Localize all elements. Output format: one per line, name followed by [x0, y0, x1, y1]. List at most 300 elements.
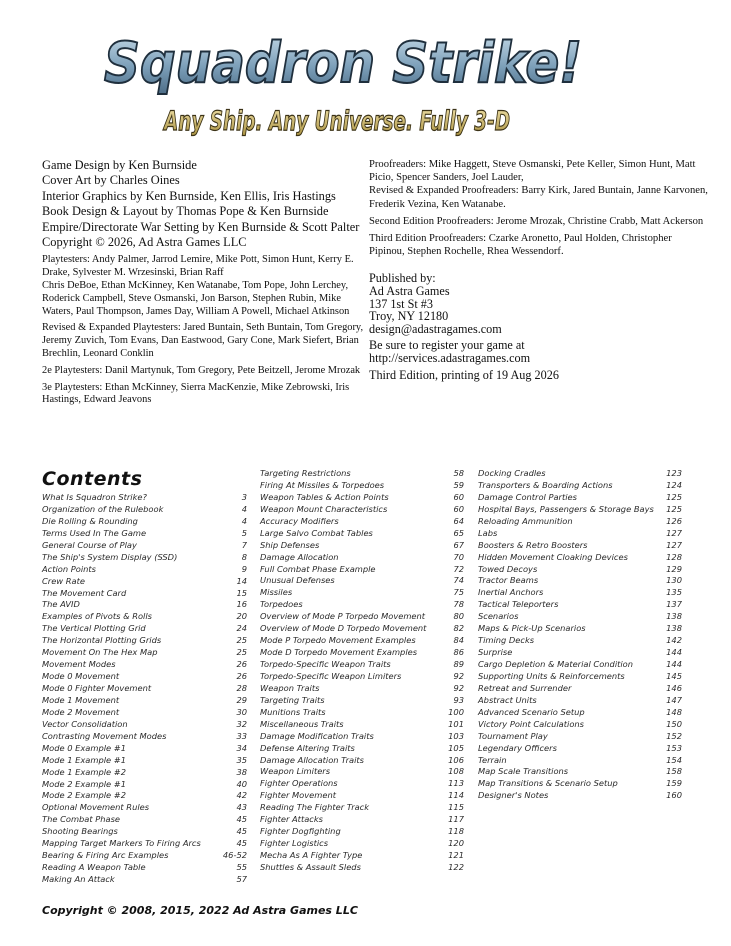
toc-entry[interactable] [260, 564, 464, 576]
toc-entry[interactable] [42, 719, 247, 731]
third-edition-playtesters: 3e Playtesters: Ethan McKinney, Sierra MacKenzie, Mike Zebrowski, Iris Hastings, Edward Jeavons [42, 381, 350, 406]
toc-entry-title: Tournament Play [478, 730, 548, 741]
toc-entry-title: Reloading Ammunition [478, 515, 573, 526]
toc-entry-page: 4 [241, 503, 247, 514]
toc-entry[interactable] [42, 838, 247, 850]
toc-entry-page: 45 [236, 838, 247, 849]
toc-entry[interactable] [42, 564, 247, 576]
toc-entry[interactable] [478, 778, 682, 790]
toc-entry-title: Munitions Traits [260, 706, 326, 717]
toc-entry-title: Damage Control Parties [478, 491, 577, 502]
toc-entry[interactable] [42, 504, 247, 516]
toc-entry[interactable] [478, 790, 682, 802]
toc-entry[interactable] [42, 528, 247, 540]
toc-entry[interactable] [42, 862, 247, 874]
toc-entry-page: 86 [453, 647, 464, 658]
toc-entry[interactable] [42, 755, 247, 767]
toc-entry-title: Full Combat Phase Example [260, 563, 376, 574]
toc-entry[interactable] [260, 635, 464, 647]
credit-line: Game Design by Ken Burnside [42, 158, 197, 172]
toc-entry[interactable] [260, 516, 464, 528]
toc-entry-title: Labs [478, 527, 498, 538]
toc-entry-page: 7 [241, 539, 247, 550]
toc-entry-title: Shooting Bearings [42, 826, 118, 837]
toc-entry-page: 82 [453, 623, 464, 634]
toc-entry[interactable] [478, 492, 682, 504]
toc-entry-title: Fighter Operations [260, 778, 338, 789]
toc-entry-page: 144 [666, 647, 682, 658]
logo-tagline: Any Ship. Any Universe. Fully 3-D [162, 106, 510, 137]
toc-entry-page: 84 [453, 635, 464, 646]
toc-entry-page: 67 [453, 539, 464, 550]
logo-title: Squadron Strike! [104, 31, 582, 96]
toc-entry-title: Terms Used In The Game [42, 527, 147, 538]
toc-entry-page: 70 [453, 551, 464, 562]
toc-entry[interactable] [260, 814, 464, 826]
toc-entry-page: 45 [236, 814, 247, 825]
toc-entry-title: Hidden Movement Cloaking Devices [478, 551, 628, 562]
toc-entry[interactable] [260, 778, 464, 790]
toc-entry[interactable] [478, 731, 682, 743]
toc-entry-page: 115 [448, 802, 464, 813]
toc-entry-title: Map Scale Transitions [478, 766, 569, 777]
toc-entry[interactable] [478, 552, 682, 564]
toc-entry-title: Ship Defenses [260, 539, 320, 550]
toc-entry[interactable] [42, 516, 247, 528]
toc-entry-page: 26 [236, 671, 247, 682]
toc-entry-page: 4 [241, 515, 247, 526]
toc-entry-title: Transporters & Boarding Actions [478, 479, 613, 490]
toc-entry-page: 120 [448, 838, 464, 849]
toc-entry-title: Reading The Fighter Track [260, 802, 370, 813]
toc-entry-page: 160 [666, 790, 682, 801]
contents-column-3 [478, 468, 682, 802]
toc-entry-page: 64 [453, 515, 464, 526]
toc-entry[interactable] [42, 731, 247, 743]
toc-entry-title: Mode 0 Fighter Movement [42, 683, 152, 693]
toc-entry[interactable] [260, 826, 464, 838]
toc-entry[interactable] [42, 647, 247, 659]
toc-entry[interactable] [260, 850, 464, 862]
toc-entry-title: Damage Allocation [260, 551, 339, 562]
toc-entry[interactable] [478, 504, 682, 516]
toc-entry[interactable] [42, 779, 247, 791]
credits-right [369, 158, 709, 381]
toc-entry[interactable] [42, 671, 247, 683]
toc-entry[interactable] [478, 564, 682, 576]
toc-entry-page: 74 [453, 575, 464, 586]
credit-line: Book Design & Layout by Thomas Pope & Ken Burnside [42, 204, 329, 219]
toc-entry[interactable] [260, 492, 464, 504]
toc-entry-title: Action Points [42, 563, 96, 574]
toc-entry-title: Unusual Defenses [260, 575, 335, 586]
toc-entry-title: Mode 1 Example #1 [42, 754, 127, 765]
toc-entry-page: 15 [236, 587, 247, 598]
toc-entry[interactable] [478, 659, 682, 671]
toc-entry-page: 5 [241, 527, 247, 538]
toc-entry[interactable] [478, 587, 682, 599]
toc-entry-title: Crew Rate [42, 575, 85, 586]
toc-entry-title: Docking Cradles [478, 468, 546, 478]
toc-entry[interactable] [260, 587, 464, 599]
toc-entry-page: 124 [666, 479, 682, 490]
toc-entry-title: Movement On The Hex Map [42, 647, 158, 658]
register-url[interactable]: http://services.adastragames.com [369, 350, 531, 365]
toc-entry-page: 45 [236, 826, 247, 837]
toc-entry-page: 138 [666, 623, 682, 634]
toc-entry-page: 93 [453, 694, 464, 705]
publisher-city: Troy, NY 12180 [369, 309, 449, 324]
register-line: Be sure to register your game at [369, 338, 525, 353]
toc-entry[interactable] [260, 528, 464, 540]
toc-entry-title: Abstract Units [478, 694, 537, 705]
toc-entry[interactable] [478, 575, 682, 587]
toc-entry-title: Targeting Restrictions [260, 468, 351, 478]
toc-entry-page: 60 [453, 491, 464, 502]
toc-entry-page: 40 [236, 778, 247, 789]
toc-entry-title: Fighter Movement [260, 790, 336, 801]
toc-entry-page: 101 [448, 718, 464, 729]
toc-entry-title: Tractor Beams [478, 575, 539, 586]
toc-entry-title: Overview of Mode D Torpedo Movement [260, 623, 427, 634]
toc-entry-page: 125 [666, 491, 682, 502]
toc-entry[interactable] [260, 790, 464, 802]
toc-entry-title: Damage Modification Traits [260, 730, 374, 741]
toc-entry-title: Scenarios [478, 611, 519, 622]
toc-entry-page: 129 [666, 563, 682, 574]
toc-entry-page: 135 [666, 587, 682, 598]
toc-entry-title: General Course of Play [42, 539, 137, 550]
toc-entry-title: Maps & Pick-Up Scenarios [478, 623, 586, 634]
toc-entry[interactable] [260, 766, 464, 778]
toc-entry-page: 159 [666, 778, 682, 789]
toc-entry-page: 150 [666, 718, 682, 729]
toc-entry[interactable] [478, 528, 682, 540]
toc-entry-page: 137 [666, 599, 682, 610]
toc-entry-page: 106 [448, 754, 464, 765]
toc-entry[interactable] [42, 802, 247, 814]
toc-entry-title: Victory Point Calculations [478, 718, 584, 729]
toc-entry[interactable] [478, 623, 682, 635]
toc-entry-title: Mapping Target Markers To Firing Arcs [42, 838, 201, 849]
toc-entry-title: Weapon Tables & Action Points [260, 491, 389, 502]
squadron-strike-logo [100, 20, 590, 140]
toc-entry-page: 32 [236, 718, 247, 729]
toc-entry[interactable] [260, 802, 464, 814]
toc-entry[interactable] [478, 671, 682, 683]
revised-proofreaders: Revised & Expanded Proofreaders: Barry Kirk, Jared Buntain, Janne Karvonen, Frederik Vezina, Ken Watanabe. [369, 185, 708, 210]
toc-entry-title: Mode D Torpedo Movement Examples [260, 647, 418, 658]
toc-entry[interactable] [478, 635, 682, 647]
toc-entry-title: The Combat Phase [42, 814, 121, 825]
toc-entry-title: Torpedoes [260, 599, 303, 610]
toc-entry[interactable] [260, 647, 464, 659]
toc-entry-page: 55 [236, 862, 247, 873]
toc-entry-page: 118 [448, 826, 464, 837]
toc-entry[interactable] [260, 623, 464, 635]
toc-entry[interactable] [42, 588, 247, 600]
toc-entry[interactable] [260, 504, 464, 516]
toc-entry-page: 146 [666, 682, 682, 693]
toc-entry[interactable] [260, 719, 464, 731]
toc-entry[interactable] [260, 575, 464, 587]
toc-entry-page: 38 [236, 766, 247, 777]
toc-entry[interactable] [478, 755, 682, 767]
copyright-line: Copyright © 2026, Ad Astra Games LLC [42, 235, 247, 250]
toc-entry[interactable] [42, 850, 247, 862]
toc-entry-title: Vector Consolidation [42, 718, 128, 729]
toc-entry-page: 75 [453, 587, 464, 598]
toc-entry[interactable] [42, 552, 247, 564]
toc-entry[interactable] [260, 695, 464, 707]
toc-entry-page: 58 [453, 468, 464, 478]
toc-entry[interactable] [260, 540, 464, 552]
toc-entry-page: 65 [453, 527, 464, 538]
toc-entry-page: 130 [666, 575, 682, 586]
toc-entry-title: Firing At Missiles & Torpedoes [260, 479, 385, 490]
toc-entry-title: Mode 0 Movement [42, 671, 120, 682]
credits-left [42, 158, 364, 407]
toc-entry-page: 59 [453, 479, 464, 490]
toc-entry-title: Towed Decoys [478, 563, 538, 574]
toc-entry-title: The Ship's System Display (SSD) [42, 551, 178, 562]
toc-entry[interactable] [478, 516, 682, 528]
toc-entry-page: 20 [236, 611, 247, 622]
toc-entry[interactable] [260, 707, 464, 719]
toc-entry-title: Defense Altering Traits [260, 742, 355, 753]
toc-entry-page: 80 [453, 611, 464, 622]
toc-entry[interactable] [478, 647, 682, 659]
toc-entry[interactable] [42, 540, 247, 552]
toc-entry-title: Damage Allocation Traits [260, 754, 364, 765]
toc-entry[interactable] [478, 468, 682, 480]
toc-entry[interactable] [42, 767, 247, 779]
toc-entry[interactable] [260, 755, 464, 767]
toc-entry-title: Mode 2 Example #2 [42, 790, 127, 801]
toc-entry-title: Inertial Anchors [478, 587, 544, 598]
toc-entry-page: 122 [448, 861, 464, 872]
toc-entry[interactable] [260, 480, 464, 492]
toc-entry-title: Contrasting Movement Modes [42, 730, 167, 741]
toc-entry-title: Movement Modes [42, 659, 116, 670]
toc-entry[interactable] [478, 683, 682, 695]
toc-entry[interactable] [260, 862, 464, 874]
toc-entry-page: 138 [666, 611, 682, 622]
toc-entry-page: 78 [453, 599, 464, 610]
second-edition-playtesters: 2e Playtesters: Danil Martynuk, Tom Gregory, Pete Beitzell, Jerome Mrozak [42, 364, 361, 376]
toc-entry-title: Cargo Depletion & Material Condition [478, 659, 634, 669]
toc-entry-title: Missiles [260, 587, 293, 598]
toc-entry-page: 8 [241, 551, 247, 562]
toc-entry-page: 148 [666, 706, 682, 717]
toc-entry-title: Designer's Notes [478, 790, 549, 801]
toc-entry-page: 14 [236, 575, 247, 586]
toc-entry-page: 29 [236, 694, 247, 705]
toc-entry-page: 113 [448, 778, 464, 789]
toc-entry-page: 25 [236, 635, 247, 646]
toc-entry[interactable] [42, 814, 247, 826]
toc-entry-title: Shuttles & Assault Sleds [260, 861, 361, 872]
toc-entry-title: The Horizontal Plotting Grids [42, 635, 162, 646]
toc-entry[interactable] [478, 719, 682, 731]
toc-entry-page: 28 [236, 683, 247, 693]
toc-entry-title: Surprise [478, 647, 513, 658]
toc-entry-page: 147 [666, 694, 682, 705]
toc-entry[interactable] [478, 707, 682, 719]
toc-entry-title: The Movement Card [42, 587, 127, 598]
toc-entry-title: Mode 0 Example #1 [42, 742, 127, 753]
toc-entry-title: Legendary Officers [478, 742, 557, 753]
toc-entry-title: Mode 1 Example #2 [42, 766, 127, 777]
toc-entry[interactable] [42, 874, 247, 886]
toc-entry-title: The AVID [42, 599, 80, 610]
publisher-email[interactable]: design@adastragames.com [369, 321, 502, 336]
toc-entry[interactable] [42, 695, 247, 707]
toc-entry[interactable] [260, 838, 464, 850]
toc-entry-title: Hospital Bays, Passengers & Storage Bays [478, 503, 654, 514]
toc-entry-title: Bearing & Firing Arc Examples [42, 850, 169, 861]
toc-entry[interactable] [260, 468, 464, 480]
toc-entry-page: 92 [453, 682, 464, 693]
toc-entry-page: 152 [666, 730, 682, 741]
second-edition-proofreaders: Second Edition Proofreaders: Jerome Mrozak, Christine Crabb, Matt Ackerson [369, 215, 704, 227]
toc-entry-title: Timing Decks [478, 635, 535, 646]
toc-entry[interactable] [260, 599, 464, 611]
toc-entry[interactable] [42, 599, 247, 611]
toc-entry[interactable] [260, 731, 464, 743]
publisher-street: 137 1st St #3 [369, 296, 433, 311]
toc-entry-page: 60 [453, 503, 464, 514]
toc-entry-page: 117 [448, 814, 464, 825]
toc-entry-title: Miscellaneous Traits [260, 718, 344, 729]
toc-entry[interactable] [42, 611, 247, 623]
toc-entry-page: 26 [236, 659, 247, 670]
playtesters-continued: Chris DeBoe, Ethan McKinney, Ken Watanabe, Tom Pope, John Lerchey, Roderick Campbell, Steve Osmanski, Jon Barson, Stephen Rubin, Mike Waters, Paul Thompson, James Day, William A Powell, Michael Atkinson [42, 280, 350, 317]
toc-entry-page: 100 [448, 706, 464, 717]
toc-entry[interactable] [42, 683, 247, 695]
toc-entry-title: Map Transitions & Scenario Setup [478, 778, 618, 789]
revised-playtesters: Revised & Expanded Playtesters: Jared Buntain, Seth Buntain, Tom Gregory, Jeremy Zuvich, Tom Evans, Dan Eastwood, Gary Cone, Mark Siefert, Brian Brechlin, Leonard Conklin [42, 322, 364, 360]
toc-entry-page: 92 [453, 670, 464, 681]
playtesters: Playtesters: Andy Palmer, Jarrod Lemire, Mike Pott, Simon Hunt, Kerry E. Drake, Sylvester M. Wrzesinski, Brian Raff [42, 254, 354, 279]
toc-entry[interactable] [478, 480, 682, 492]
toc-entry-page: 125 [666, 503, 682, 514]
toc-entry-title: Examples of Pivots & Rolls [42, 611, 152, 622]
proofreaders: Proofreaders: Mike Haggett, Steve Osmanski, Pete Keller, Simon Hunt, Matt Picio, Spencer Sanders, Joel Lauder, [369, 159, 696, 184]
toc-entry-title: Torpedo-Specific Weapon Traits [260, 659, 391, 669]
toc-entry[interactable] [478, 766, 682, 778]
third-edition-proofreaders: Third Edition Proofreaders: Czarke Aronetto, Paul Holden, Christopher Pipinou, Stephen Rochelle, Rhea Wessendorf. [369, 233, 672, 258]
toc-entry-page: 158 [666, 766, 682, 777]
toc-entry-page: 103 [448, 730, 464, 741]
toc-entry-page: 123 [666, 468, 682, 478]
toc-entry[interactable] [260, 552, 464, 564]
toc-entry-page: 72 [453, 563, 464, 574]
toc-entry[interactable] [42, 635, 247, 647]
toc-entry[interactable] [42, 659, 247, 671]
toc-entry-title: Fighter Dogfighting [260, 826, 341, 837]
contents-column-2 [260, 468, 464, 874]
toc-entry-page: 43 [236, 802, 247, 813]
toc-entry-title: Advanced Scenario Setup [478, 706, 585, 717]
toc-entry[interactable] [42, 743, 247, 755]
toc-entry[interactable] [42, 707, 247, 719]
toc-entry[interactable] [478, 599, 682, 611]
toc-entry-title: Mode 2 Example #1 [42, 778, 127, 789]
toc-entry[interactable] [478, 695, 682, 707]
toc-entry[interactable] [42, 790, 247, 802]
toc-entry-title: Accuracy Modifiers [260, 515, 339, 526]
toc-entry-title: Die Rolling & Rounding [42, 515, 138, 526]
toc-entry-title: Weapon Mount Characteristics [260, 503, 388, 514]
toc-entry-title: Retreat and Surrender [478, 682, 572, 693]
toc-entry[interactable] [260, 659, 464, 671]
toc-entry-title: Fighter Attacks [260, 814, 323, 825]
toc-entry-title: Mecha As A Fighter Type [260, 850, 363, 860]
toc-entry-title: Mode 1 Movement [42, 694, 120, 705]
toc-entry-page: 30 [236, 706, 247, 717]
toc-entry-page: 9 [241, 563, 247, 574]
toc-entry[interactable] [42, 826, 247, 838]
toc-entry[interactable] [42, 492, 247, 504]
toc-entry-title: Terrain [478, 754, 507, 765]
toc-entry-page: 127 [666, 527, 682, 538]
toc-entry[interactable] [42, 623, 247, 635]
toc-entry-page: 114 [448, 790, 464, 801]
contents-heading: Contents [42, 468, 143, 490]
toc-entry-page: 34 [236, 742, 247, 753]
toc-entry[interactable] [260, 671, 464, 683]
toc-entry-page: 35 [236, 754, 247, 765]
publisher-block [369, 272, 709, 381]
toc-entry[interactable] [260, 743, 464, 755]
toc-entry[interactable] [260, 611, 464, 623]
toc-entry[interactable] [478, 611, 682, 623]
toc-entry-page: 121 [448, 850, 464, 860]
toc-entry-page: 153 [666, 742, 682, 753]
toc-entry-title: Mode 2 Movement [42, 706, 120, 717]
footer-copyright: Copyright © 2008, 2015, 2022 Ad Astra Games LLC [42, 904, 358, 917]
toc-entry-title: Reading A Weapon Table [42, 862, 146, 873]
toc-entry-title: Overview of Mode P Torpedo Movement [260, 611, 426, 622]
toc-entry-page: 33 [236, 730, 247, 741]
toc-entry[interactable] [478, 540, 682, 552]
toc-entry-title: Weapon Limiters [260, 766, 331, 777]
toc-entry[interactable] [478, 743, 682, 755]
toc-entry-title: Boosters & Retro Boosters [478, 539, 588, 550]
toc-entry-title: Tactical Teleporters [478, 599, 559, 610]
publisher-name: Ad Astra Games [369, 284, 450, 299]
toc-entry-page: 126 [666, 515, 682, 526]
toc-entry-page: 42 [236, 790, 247, 801]
toc-entry-title: Optional Movement Rules [42, 802, 150, 813]
toc-entry-page: 142 [666, 635, 682, 646]
toc-entry[interactable] [42, 576, 247, 588]
credit-line: Interior Graphics by Ken Burnside, Ken Ellis, Iris Hastings [42, 188, 336, 203]
toc-entry-page: 3 [241, 492, 247, 502]
toc-entry-page: 154 [666, 754, 682, 765]
credit-line: Empire/Directorate War Setting by Ken Burnside & Scott Palter [42, 219, 360, 234]
toc-entry-page: 25 [236, 647, 247, 658]
toc-entry-title: Organization of the Rulebook [42, 503, 164, 514]
toc-entry-page: 46-52 [222, 850, 247, 861]
toc-entry-title: Fighter Logistics [260, 838, 329, 849]
toc-entry-page: 57 [236, 874, 247, 884]
credit-line: Cover Art by Charles Oines [42, 173, 180, 188]
toc-entry[interactable] [260, 683, 464, 695]
published-by-label: Published by: [369, 271, 436, 286]
toc-entry-title: Mode P Torpedo Movement Examples [260, 635, 416, 646]
